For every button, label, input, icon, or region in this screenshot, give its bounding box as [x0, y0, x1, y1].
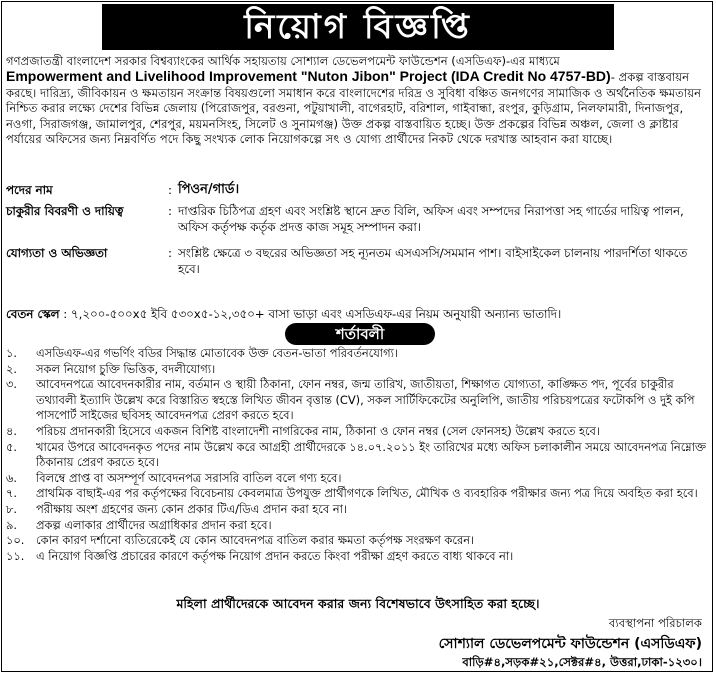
intro-project-suffix: - প্রকল্প	[610, 70, 644, 85]
page-title: নিয়োগ বিজ্ঞপ্তি	[102, 4, 614, 50]
qualification-label: যোগ্যতা ও অভিজ্ঞতা	[6, 246, 108, 260]
organization-address: বাড়ি#৪,সড়ক#২১,সেক্টর#৪, উত্তরা,ঢাকা-১২৩০।	[462, 655, 702, 669]
condition-item	[6, 346, 710, 362]
condition-item	[6, 533, 710, 549]
condition-text: পরীক্ষায় অংশ গ্রহণের জন্য কোন প্রকার টিএ/ডিএ প্রদান করা হবে না।	[36, 501, 347, 516]
duties-value: দাপ্তরিক চিঠিপত্র গ্রহণ এবং সংশ্লিষ্ট স্থানে দ্রুত বিলি, অফিস এবং সম্পদের নিরাপত্তা সহ গার্ডের দায়িত্ব পালন, অফিস কর্তৃপক্ষ কর্তৃক প্রদত্ত কাজ সমূহ সম্পাদন করা।	[178, 204, 684, 234]
advertisement-frame	[1, 1, 713, 672]
condition-item	[6, 549, 710, 565]
duties-label: চাকুরীর বিবরণী ও দায়িত্ব	[6, 204, 124, 218]
organization-name: সোশ্যাল ডেভেলপমেন্ট ফাউন্ডেশন (এসডিএফ)	[438, 636, 702, 652]
condition-text: এ নিয়োগ বিজ্ঞপ্তি প্রচারের কারণে কর্তৃপক্ষ নিয়োগ প্রদান করতে কিংবা পরীক্ষা গ্রহণ করতে বাধ্য থাকবে না।	[36, 548, 514, 563]
condition-item	[6, 518, 710, 534]
condition-text: কোন কারণ দর্শানো ব্যতিরেকেই যে কোন আবেদনপত্র বাতিল করার ক্ষমতা কর্তৃপক্ষ সংরক্ষণ করেন।	[36, 533, 475, 548]
condition-item	[6, 377, 710, 424]
post-colon: :	[168, 183, 172, 197]
condition-item	[6, 502, 710, 518]
conditions-list	[6, 346, 710, 564]
qualification-value: সংশ্লিষ্ট ক্ষেত্রে ৩ বছরের অভিজ্ঞতা সহ ন্যূনতম এসএসসি/সমমান পাশ। বাইসাইকেল চালনায় পারদর্শিতা থাকতে হবে।	[178, 246, 688, 276]
condition-item	[6, 424, 710, 440]
condition-number: ২.	[6, 361, 18, 376]
closing-note: মহিলা প্রার্থীদেরকে আবেদন করার জন্য বিশেষভাবে উৎসাহিত করা হচ্ছে।	[176, 596, 540, 611]
condition-number: ১.	[6, 346, 18, 360]
salary-value: : ৭,২০০-৫০০x৫ ইবি ৫৩০x৫-১২,৩৫০+ বাসা ভাড়া এবং এসডিএফ-এর নিয়ম অনুযায়ী অন্যান্য ভাতাদি।	[63, 307, 562, 321]
intro-line1: গণপ্রজাতন্ত্রী বাংলাদেশ সরকার বিশ্বব্যাংকের আর্থিক সহায়তায় সোশ্যাল ডেভেলপমেন্ট ফাউন্ডেশন (এসডিএফ)-এর মাধ্যমে	[6, 54, 560, 68]
condition-text: পরিচয় প্রদানকারী হিসেবে একজন বিশিষ্ট বাংলাদেশী নাগরিকের নাম, ঠিকানা ও ফোন নম্বর (সেল ফোনসহ) উল্লেখ করতে হবে।	[36, 423, 600, 438]
condition-text: খামের উপরে আবেদনকৃত পদের নাম উল্লেখ করে আগ্রহী প্রার্থীদেরকে ১৪.০৭.২০১১ ইং তারিখের মধ্যে অফিস চলাকালীন সময়ে আবেদনপত্র নিম্নোক্ত ঠিকানায় প্রেরণ করতে হবে।	[36, 439, 706, 470]
condition-text: এসডিএফ-এর গভর্ণিং বডির সিদ্ধান্ত মোতাবেক উক্ত বেতন-ভাতা পরিবর্তনযোগ্য।	[36, 346, 398, 360]
condition-number: ৭.	[6, 486, 18, 501]
condition-text: আবেদনপত্রে আবেদনকারীর নাম, বর্তমান ও স্থায়ী ঠিকানা, ফোন নম্বর, জন্ম তারিখ, জাতীয়তা, শিক্ষাগত যোগ্যতা, কাঙ্ক্ষিত পদ, পূর্বের চাকুরীর তথ্যাবলী ইত্যাদি উল্লেখ করে বিস্তারিত স্বহস্তে লিখিত জীবন বৃত্তান্ত (CV), সকল সার্টিফিকেটের অনুলিপি, জাতীয় পরিচয়পত্রের ফটোকপি ও দুই কপি পাসপোর্ট সাইজের ছবিসহ আবেদনপত্র প্রেরণ করতে হবে।	[36, 377, 695, 423]
condition-number: ১০.	[6, 533, 25, 548]
condition-number: ৮.	[6, 501, 18, 516]
conditions-heading: শর্তাবলী	[285, 323, 435, 345]
qualification-colon: :	[168, 246, 172, 260]
signer-title: ব্যবস্থাপনা পরিচালক	[608, 616, 702, 630]
condition-item	[6, 440, 710, 471]
condition-number: ৪.	[6, 423, 18, 438]
condition-number: ৫.	[6, 439, 18, 454]
condition-text: সকল নিয়োগ চুক্তি ভিত্তিক, বদলীযোগ্য।	[36, 361, 216, 376]
condition-number: ৬.	[6, 470, 18, 485]
salary-row	[6, 306, 710, 322]
project-name: Empowerment and Livelihood Improvement "Nuton Jibon" Project (IDA Credit No 4757-BD)	[6, 68, 611, 85]
intro-paragraph	[6, 54, 710, 147]
salary-label: বেতন স্কেল	[6, 307, 60, 321]
intro-body: বাস্তবায়ন করছে। দারিদ্র্য, জীবিকায়ন ও ক্ষমতায়ন সংক্রান্ত বিষয়গুলো সমাধান করে বাংলাদেশের দরিদ্র ও সুবিধা বঞ্চিত জনগণের সামাজিক ও অর্থনৈতিক ক্ষমতায়ন নিশ্চিত করার লক্ষ্যে দেশের বিভিন্ন জেলায় (পিরোজপুর, বরগুনা, পটুয়াখালী, বাগেরহাট, বরিশাল, গাইবান্ধা, রংপুর, কুড়িগ্রাম, নিলফামারী, দিনাজপুর, নওগা, সিরাজগঞ্জ, জামালপুর, শেরপুর, ময়মনসিংহ, সিলেট ও সুনামগঞ্জ) উক্ত প্রকল্প বাস্তবায়িত হচ্ছে। উক্ত প্রকল্পের বিভিন্ন অঞ্চল, জেলা ও ক্লাষ্টার পর্যায়ের অফিসের জন্য নিম্নবর্ণিত পদে কিছু সংখ্যক লোক নিয়োগকল্পে সৎ ও যোগ্য প্রার্থীদের নিকট থেকে দরখাস্ত আহবান করা যাচ্ছে।	[6, 70, 701, 147]
duties-colon: :	[168, 204, 172, 218]
condition-text: প্রাথমিক বাছাই-এর পর কর্তৃপক্ষের বিবেচনায় কেবলমাত্র উপযুক্ত প্রার্থীগণকে লিখিত, মৌখিক ও ব্যবহারিক পরীক্ষার জন্য পত্র দিয়ে অবহিত করা হবে।	[36, 486, 698, 501]
post-value: পিওন/গার্ড।	[178, 182, 240, 197]
post-label: পদের নাম	[6, 183, 53, 197]
condition-text: বিলম্বে প্রাপ্ত বা অসম্পূর্ণ আবেদনপত্র সরাসরি বাতিল বলে গণ্য হবে।	[36, 470, 342, 485]
condition-number: ১১.	[6, 548, 25, 563]
condition-number: ৩.	[6, 377, 18, 392]
condition-text: প্রকল্প এলাকার প্রার্থীদের অগ্রাধিকার প্রদান করা হবে।	[36, 517, 272, 532]
condition-number: ৯.	[6, 517, 18, 532]
condition-item	[6, 486, 710, 502]
condition-item	[6, 471, 710, 487]
condition-item	[6, 362, 710, 378]
